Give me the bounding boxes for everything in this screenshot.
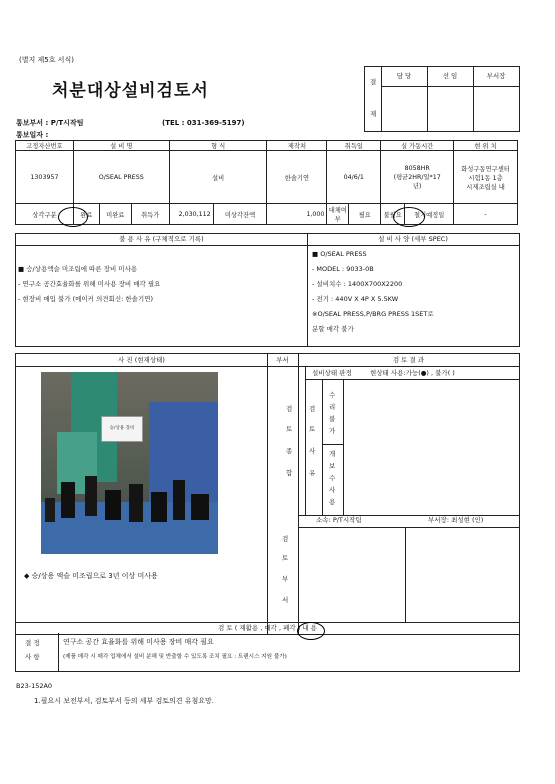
reason-char-4: 유 — [309, 469, 316, 477]
equip-name: O/SEAL PRESS — [73, 151, 169, 204]
decision-header: 검 토 ( 재활용 , 매각 , 폐각 ) 내 용 — [218, 624, 317, 632]
affiliation: 소속: P/T시작팀 — [316, 516, 362, 524]
form-number: (별지 제5호 서식) — [19, 56, 74, 64]
footnote: 1.필요시 보전부서, 검토부서 등의 세부 검토의견 유첨요망. — [34, 697, 215, 705]
reason-line-2: - 연구소 공간효율화를 위해 미사용 장비 매각 필요 — [18, 280, 161, 288]
spec-header: 설 비 사 양 (세부 SPEC) — [378, 235, 448, 243]
spec-line-5: ※O/SEAL PRESS,P/BRG PRESS 1SET로 — [312, 310, 434, 318]
repair-char-4: 가 — [329, 427, 336, 435]
status-label: 설비상태 판정 — [312, 369, 352, 377]
improve-char-2: 보 — [329, 462, 336, 470]
overall-char-3: 종 — [286, 447, 293, 455]
decision-line-2: (제품 매각 시 매각 업체에서 설비 분해 및 반출할 수 있도록 조치 필요 : 트랜시스 지원 불가) — [63, 654, 287, 660]
improve-char-5: 용 — [329, 498, 336, 506]
spec-line-3: - 설비치수 : 1400X700X2200 — [312, 280, 403, 288]
spec-line-6: 분할 매각 불가 — [312, 325, 354, 333]
photo-header: 사 진 (현재상태) — [118, 356, 165, 364]
form-code: B23-152A0 — [16, 682, 53, 690]
header-type: 형 식 — [169, 141, 267, 151]
replace-no-need: 불필요 — [381, 204, 405, 225]
equipment-photo — [41, 372, 218, 554]
reason-line-3: - 현장비 매입 불가 (메이커 의견회신: 한솔기연) — [18, 295, 154, 303]
dept-char-1: 검 — [282, 535, 289, 543]
header-maker: 제작처 — [267, 141, 327, 151]
header-hours: 실 가동시간 — [381, 141, 454, 151]
asset-no: 1303957 — [16, 151, 74, 204]
reason-header: 불 용 사 유 (구체적으로 기록) — [119, 235, 204, 243]
approval-col-senior: 선 임 — [442, 72, 458, 80]
maker: 한솔기연 — [267, 151, 327, 204]
depr-not-done: 미완료 — [99, 204, 131, 225]
dept-char-3: 부 — [282, 575, 289, 583]
dept-col-header: 부서 — [276, 356, 289, 364]
improve-char-3: 수 — [329, 474, 336, 482]
overall-char-1: 검 — [286, 405, 293, 413]
replace-label: 대체여부 — [327, 204, 349, 225]
acq-price: 2,030,112 — [169, 204, 213, 225]
decision-side-1: 결 정 — [25, 639, 40, 647]
approval-col-staff: 담 당 — [396, 72, 412, 80]
page-title: 처분대상설비검토서 — [52, 81, 209, 101]
plan-label: 철거예정일 — [405, 204, 454, 225]
repair-char-3: 불 — [329, 415, 336, 423]
reason-char-2: 토 — [309, 425, 316, 433]
acq-price-label: 취득가 — [131, 204, 169, 225]
circle-mark-done — [58, 207, 88, 227]
reason-spec-section — [15, 233, 520, 347]
decision-line-1: 연구소 공간 효율화를 위해 미사용 장비 매각 필요 — [63, 638, 214, 646]
dept-manager: 부서장: 최성현 (인) — [428, 516, 484, 524]
circle-mark-no-need — [393, 207, 425, 227]
dept-char-2: 토 — [282, 554, 289, 562]
notify-date: 통보일자 : — [16, 131, 49, 139]
acq-date: 04/6/1 — [327, 151, 381, 204]
depr-label: 상각구분 — [16, 204, 74, 225]
review-header: 검 토 결 과 — [392, 356, 425, 364]
notify-dept: 통보부서 : P/T시작팀 — [16, 119, 84, 127]
dept-char-4: 서 — [282, 596, 289, 604]
header-location: 현 위 치 — [454, 141, 518, 151]
equipment-info-table — [15, 140, 518, 225]
depr-done: 완료 — [73, 204, 99, 225]
book-value: 1,000 — [267, 204, 327, 225]
reason-char-1: 검 — [309, 405, 316, 413]
approval-side-top: 결 — [370, 78, 377, 86]
operating-hours: 8058HR (평균2HR/일*17 년) — [381, 151, 454, 204]
equip-type: 설비 — [169, 151, 267, 204]
reason-char-3: 사 — [309, 447, 316, 455]
photo-caption: ◆ 승/상용 액슬 미조립으로 3년 이상 미사용 — [24, 572, 158, 580]
decision-section — [15, 633, 520, 672]
book-label: 미상각잔액 — [213, 204, 267, 225]
spec-line-2: - MODEL : 9033-0B — [312, 265, 374, 273]
overall-char-2: 토 — [286, 425, 293, 433]
approval-col-head: 부서장 — [486, 72, 506, 80]
replace-need: 필요 — [349, 204, 381, 225]
repair-char-1: 수 — [329, 391, 336, 399]
location: 화성구동연구센터 시험1동 1층 시제조립실 내 — [454, 151, 518, 204]
improve-char-1: 개 — [329, 450, 336, 458]
overall-char-4: 합 — [286, 469, 293, 477]
repair-char-2: 리 — [329, 403, 336, 411]
photo-sign: 승/상용 장비 — [101, 416, 143, 442]
approval-box — [364, 66, 520, 132]
tel: (TEL : 031-369-5197) — [162, 119, 245, 127]
header-acq-date: 취득일 — [327, 141, 381, 151]
decision-side-2: 사 항 — [25, 653, 40, 661]
plan-value: - — [454, 204, 518, 225]
approval-side-bottom: 재 — [370, 110, 377, 118]
spec-line-1: ■ O/SEAL PRESS — [312, 250, 367, 258]
header-asset-no: 고정자산번호 — [16, 141, 74, 151]
status-value: 현상태 사용:가능(●) , 불가( ) — [370, 369, 455, 377]
header-equip-name: 설 비 명 — [73, 141, 169, 151]
improve-char-4: 사 — [329, 486, 336, 494]
reason-line-1: ■ 승/상용액슬 미조립에 따른 장비 미사용 — [18, 265, 138, 273]
spec-line-4: - 전기 : 440V X 4P X 5.5KW — [312, 295, 399, 303]
